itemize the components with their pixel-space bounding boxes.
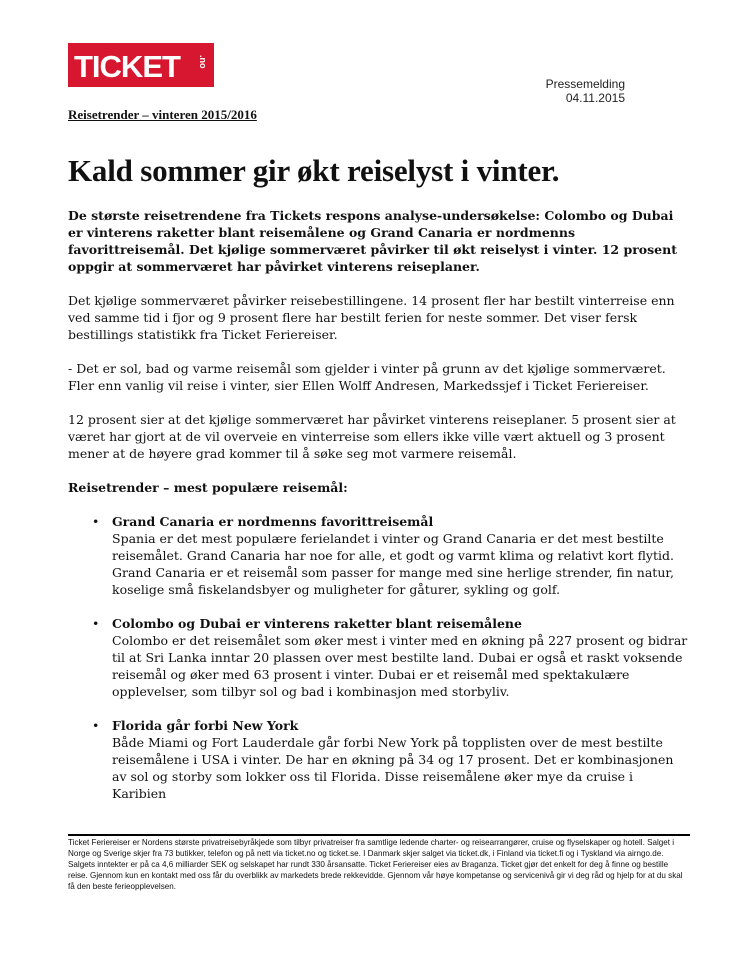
list-item-heading: • Grand Canaria er nordmenns favorittreisemål <box>112 514 434 529</box>
footer-text: Ticket Feriereiser er Nordens største privatreisebyråkjede som tilbyr privatreiser fra samtlige ledende charter- og reisearrangører, cruise og flyselskaper og hotell. Salget i Norge og Sverige skjer fra 73 butikker, telefon og på nett via ticket.no og ticket.se. I Danmark skjer salget via ticket.dk, i Finland via ticket.fi og i Tyskland via airngo.de. Salgets inntekter er på ca 4,6 milliarder SEK og selskapet har rundt 330 årsansatte. Ticket Feriereiser eies av Braganza. Ticket gjør det enkelt for deg å finne og bestille reise. Gjennom kun en kontakt med oss får du overblikk av markedets brede rekkevidde. Gjennom vår høye kompetanse og servicenivå gir vi deg råd og hjelp for at du skal få den beste ferieopplevelsen. <box>68 838 683 891</box>
logo-wordmark: TICKET <box>74 49 180 84</box>
press-release-info <box>546 77 625 105</box>
list-item-heading: • Florida går forbi New York <box>112 718 299 733</box>
list-item-text: Spania er det mest populære ferielandet i vinter og Grand Canaria er det mest bestilte reisemålet. Grand Canaria har noe for alle, et godt og varmt klima og relativt kort flytid. Grand Canaria er et reisemål som passer for mange med sine herlige strender, fin natur, koselige små fiskelandsbyer og muligheter for gåturer, sykling og golf. <box>112 531 674 597</box>
footer-divider <box>68 834 690 836</box>
press-label: Pressemelding <box>545 77 625 91</box>
ticket-logo <box>68 43 214 87</box>
page-title: Kald sommer gir økt reiselyst i vinter. <box>68 153 560 188</box>
subheading: Reisetrender – vinteren 2015/2016 <box>68 107 257 122</box>
section-title: Reisetrender – mest populære reisemål: <box>68 480 348 495</box>
logo-suffix: .no <box>198 55 208 69</box>
list-item <box>112 615 688 700</box>
list-item-text: Både Miami og Fort Lauderdale går forbi New York på topplisten over de mest bestilte reisemålene i USA i vinter. De har en økning på 34 og 17 prosent. Det er kombinasjonen av sol og storby som lokker oss til Florida. Disse reisemålene øker mye da cruise i Karibien <box>112 735 674 801</box>
trend-list <box>68 513 688 802</box>
body-paragraph: Det kjølige sommerværet påvirker reisebestillingene. 14 prosent fler har bestilt vinterreise enn ved samme tid i fjor og 9 prosent flere har bestilt ferien for neste sommer. Det viser fersk bestillings statistikk fra Ticket Feriereiser. <box>68 293 675 342</box>
list-item-text: Colombo er det reisemålet som øker mest i vinter med en økning på 227 prosent og bidrar til at Sri Lanka inntar 20 plassen over mest bestilte land. Dubai er også et raskt voksende reisemål og øker med 63 prosent i vinter. Dubai er et reisemål med spektakulære opplevelser, som tilbyr sol og bad i kombinasjon med storbyliv. <box>112 633 688 699</box>
list-item-heading: • Colombo og Dubai er vinterens raketter blant reisemålene <box>112 616 522 631</box>
body-paragraph: 12 prosent sier at det kjølige sommerværet har påvirket vinterens reiseplaner. 5 prosent sier at været har gjort at de vil overveie en vinterreise som ellers ikke ville vært aktuell og 3 prosent mener at de høyere grad kommer til å søke seg mot varmere reisemål. <box>68 412 676 461</box>
body-paragraph: - Det er sol, bad og varme reisemål som gjelder i vinter på grunn av det kjølige sommerværet. Fler enn vanlig vil reise i vinter, sier Ellen Wolff Andresen, Markedssjef i Ticket Feriereiser. <box>68 361 666 393</box>
list-item <box>112 513 688 598</box>
lead-paragraph: De største reisetrendene fra Tickets respons analyse-undersøkelse: Colombo og Dubai er vinterens raketter blant reisemålene og Grand Canaria er nordmenns favorittreisemål. Det kjølige sommerværet påvirker til økt reiselyst i vinter. 12 prosent oppgir at sommerværet har påvirket vinterens reiseplaner. <box>68 208 677 274</box>
press-date: 04.11.2015 <box>565 91 625 105</box>
list-item <box>112 717 688 802</box>
article-body <box>68 207 688 819</box>
